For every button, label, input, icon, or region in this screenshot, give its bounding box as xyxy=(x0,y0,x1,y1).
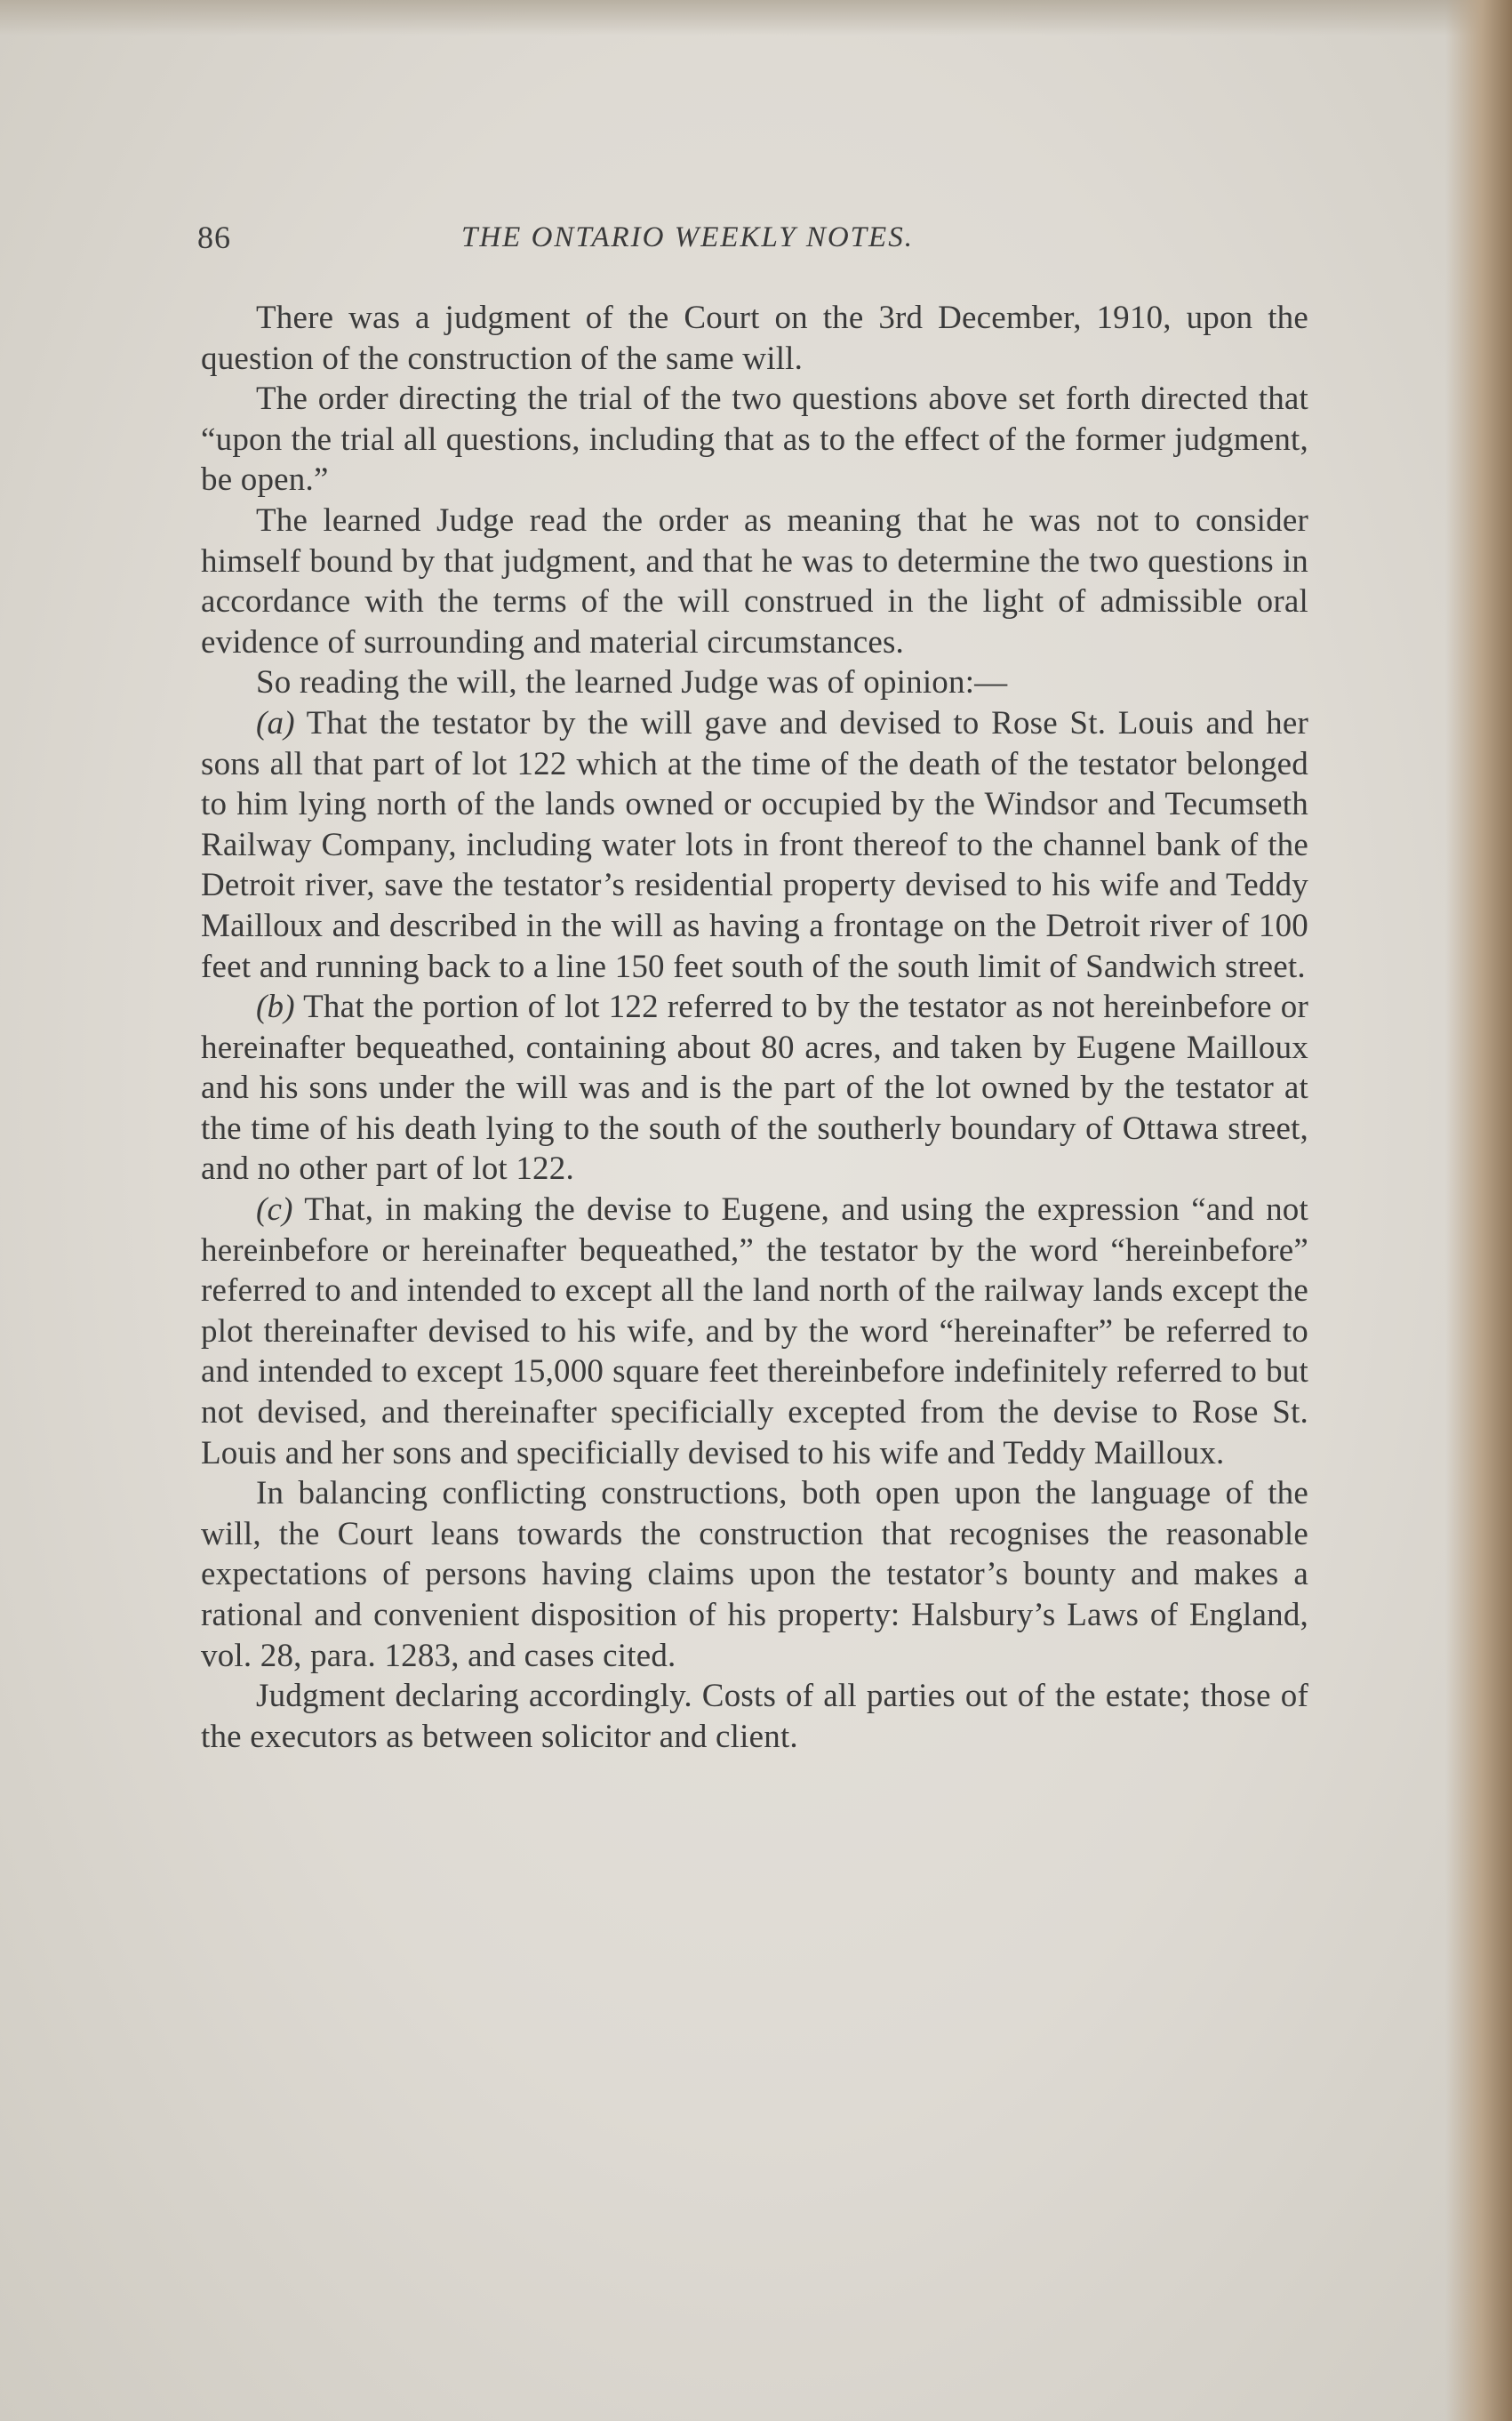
paragraph-balancing-constructions: In balancing conflicting constructions, both open upon the language of the will, the Court leans towards the construction that recognises the reasonable expectations of persons having claims upon the testator’s bounty and makes a rational and convenient disposition of his property: Halsbury’s Laws of England, vol. 28, para. 1283, and cases cited. xyxy=(201,1475,1308,1674)
finding-b-text: That the portion of lot 122 referred to by the testator as not hereinbefore or hereinafter bequeathed, containing about 80 acres, and taken by Eugene Mailloux and his sons under the will was and is the part of the lot owned by the testator at the time of his death lying to the south of the southerly boundary of Ottawa street, and no other part of lot 122. xyxy=(201,989,1308,1188)
finding-b-marker: (b) xyxy=(256,989,295,1026)
finding-b xyxy=(201,987,1308,1190)
page-binding-edge xyxy=(1445,0,1512,2421)
paragraph-judgment-costs: Judgment declaring accordingly. Costs of all parties out of the estate; those of the executors as between solicitor and client. xyxy=(201,1678,1308,1755)
finding-a-marker: (a) xyxy=(256,704,295,742)
finding-c-marker: (c) xyxy=(256,1191,293,1229)
finding-a-text: That the testator by the will gave and devised to Rose St. Louis and her sons all that part of lot 122 which at the time of the death of the testator belonged to him lying north of the lands owned or occupied by the Windsor and Tecumseth Railway Company, including water lots in front thereof to the channel bank of the Detroit river, save the testator’s residential property devised to his wife and Teddy Mailloux and described in the will as having a frontage on the Detroit river of 100 feet and running back to a line 150 feet south of the south limit of Sandwich street. xyxy=(201,704,1308,985)
finding-c-text: That, in making the devise to Eugene, and using the expression “and not hereinbefore or hereinafter bequeathed,” the testator by the word “hereinbefore” referred to and intended to except all the land north of the railway lands except the plot thereinafter devised to his wife, and by the word “hereinafter” be referred to and intended to except 15,000 square feet thereinbefore indefinitely referred to but not devised, and thereinafter specificially excepted from the devise to Rose St. Louis and her sons and specificially devised to his wife and Teddy Mailloux. xyxy=(201,1191,1308,1471)
paragraph-prior-judgment: There was a judgment of the Court on the 3rd December, 1910, upon the question of the construction of the same will. xyxy=(201,300,1308,377)
running-head xyxy=(197,218,1308,257)
page-top-shadow xyxy=(0,0,1512,36)
paragraph-opinion-intro: So reading the will, the learned Judge was of opinion:— xyxy=(256,664,1008,701)
paragraph-trial-order: The order directing the trial of the two questions above set forth directed that “upon the trial all questions, including that as to the effect of the former judgment, be open.” xyxy=(201,381,1308,499)
paragraph-judge-reading: The learned Judge read the order as meaning that he was not to consider himself bound by that judgment, and that he was to determine the two questions in accordance with the terms of the will construed in the light of admissible oral evidence of surrounding and material circumstances. xyxy=(201,501,1308,661)
finding-a xyxy=(201,703,1308,987)
page-number: 86 xyxy=(197,220,231,255)
finding-c xyxy=(201,1190,1308,1473)
journal-title: THE ONTARIO WEEKLY NOTES. xyxy=(461,221,914,253)
body-text xyxy=(201,298,1308,1757)
